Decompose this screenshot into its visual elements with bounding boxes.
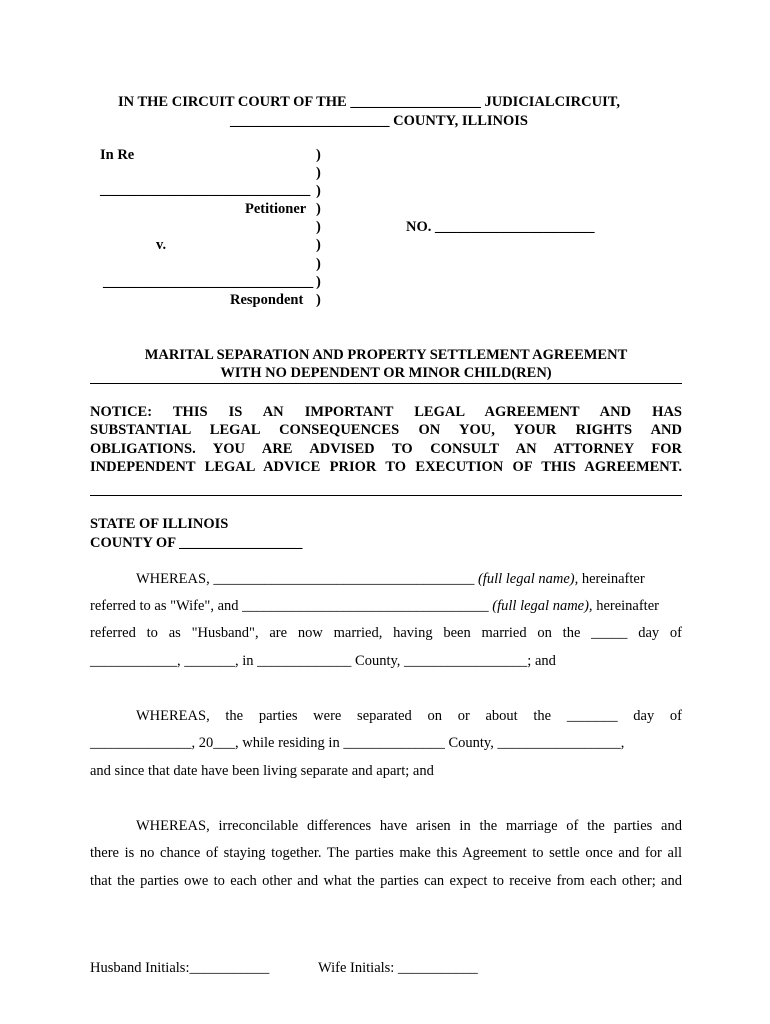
whereas1-text: hereinafter xyxy=(581,571,645,587)
caption-paren: ) xyxy=(316,201,321,217)
whereas1-line1 xyxy=(136,571,645,588)
respondent-label: Respondent xyxy=(230,292,304,308)
whereas1-text: hereinafter xyxy=(596,598,659,614)
caption-paren: ) xyxy=(316,237,321,253)
whereas3-line2: there is no chance of staying together. The parties make this Agreement to settle once and for all xyxy=(90,845,682,861)
whereas1-line2 xyxy=(90,598,659,615)
document-title-line1: MARITAL SEPARATION AND PROPERTY SETTLEMENT AGREEMENT xyxy=(144,347,628,363)
petitioner-name-blank[interactable]: _____________________________ xyxy=(100,182,311,198)
respondent-name-blank[interactable]: _____________________________ xyxy=(103,274,314,290)
venue-state: STATE OF ILLINOIS xyxy=(90,516,229,532)
caption-paren: ) xyxy=(316,147,321,163)
whereas2-line3: and since that date have been living separate and apart; and xyxy=(90,763,434,779)
whereas1-line4: ____________, _______, in _____________ County, _________________; and xyxy=(90,653,556,669)
petitioner-label: Petitioner xyxy=(245,201,307,217)
whereas2-line1: WHEREAS, the parties were separated on or about the _______ day of xyxy=(136,708,682,724)
legal-notice xyxy=(90,403,682,476)
whereas1-line3: referred to as "Husband", are now married, having been married on the _____ day of xyxy=(90,625,682,641)
case-caption xyxy=(0,0,770,320)
notice-divider xyxy=(90,495,682,496)
caption-paren: ) xyxy=(316,274,321,290)
caption-paren: ) xyxy=(316,292,321,308)
whereas2-line2: ______________, 20___, while residing in ______________ County, _________________, xyxy=(90,735,625,751)
full-legal-name-note: (full legal name), xyxy=(492,598,593,614)
husband-initials-field[interactable]: Husband Initials:___________ xyxy=(90,960,270,976)
caption-paren: ) xyxy=(316,256,321,272)
whereas3-line1: WHEREAS, irreconcilable differences have arisen in the marriage of the parties and xyxy=(136,818,682,834)
court-heading-line2: ______________________ COUNTY, ILLINOIS xyxy=(230,113,528,129)
wife-initials-field[interactable]: Wife Initials: ___________ xyxy=(318,960,478,976)
whereas1-text: WHEREAS, ____________________________________ xyxy=(136,571,475,587)
whereas1-text: referred to as "Wife", and __________________________________ xyxy=(90,598,489,614)
court-heading-line1: IN THE CIRCUIT COURT OF THE __________________ JUDICIALCIRCUIT, xyxy=(118,94,620,110)
title-divider xyxy=(90,383,682,384)
notice-line: NOTICE: THIS IS AN IMPORTANT LEGAL AGREEMENT AND HAS xyxy=(90,404,682,420)
venue-county: COUNTY OF _________________ xyxy=(90,535,303,551)
document-title-line2: WITH NO DEPENDENT OR MINOR CHILD(REN) xyxy=(220,365,552,381)
notice-line: INDEPENDENT LEGAL ADVICE PRIOR TO EXECUTION OF THIS AGREEMENT. xyxy=(90,458,682,475)
case-number-field[interactable]: NO. ______________________ xyxy=(406,219,595,235)
caption-paren: ) xyxy=(316,165,321,181)
versus-label: v. xyxy=(156,237,167,253)
notice-line: OBLIGATIONS. YOU ARE ADVISED TO CONSULT AN ATTORNEY FOR xyxy=(90,440,682,457)
notice-line: SUBSTANTIAL LEGAL CONSEQUENCES ON YOU, YOUR RIGHTS AND xyxy=(90,422,682,439)
in-re-label: In Re xyxy=(100,147,135,163)
caption-paren: ) xyxy=(316,183,321,199)
whereas3-line3: that the parties owe to each other and what the parties can expect to receive from each other; and xyxy=(90,873,682,889)
full-legal-name-note: (full legal name), xyxy=(477,571,579,587)
caption-paren: ) xyxy=(316,219,321,235)
